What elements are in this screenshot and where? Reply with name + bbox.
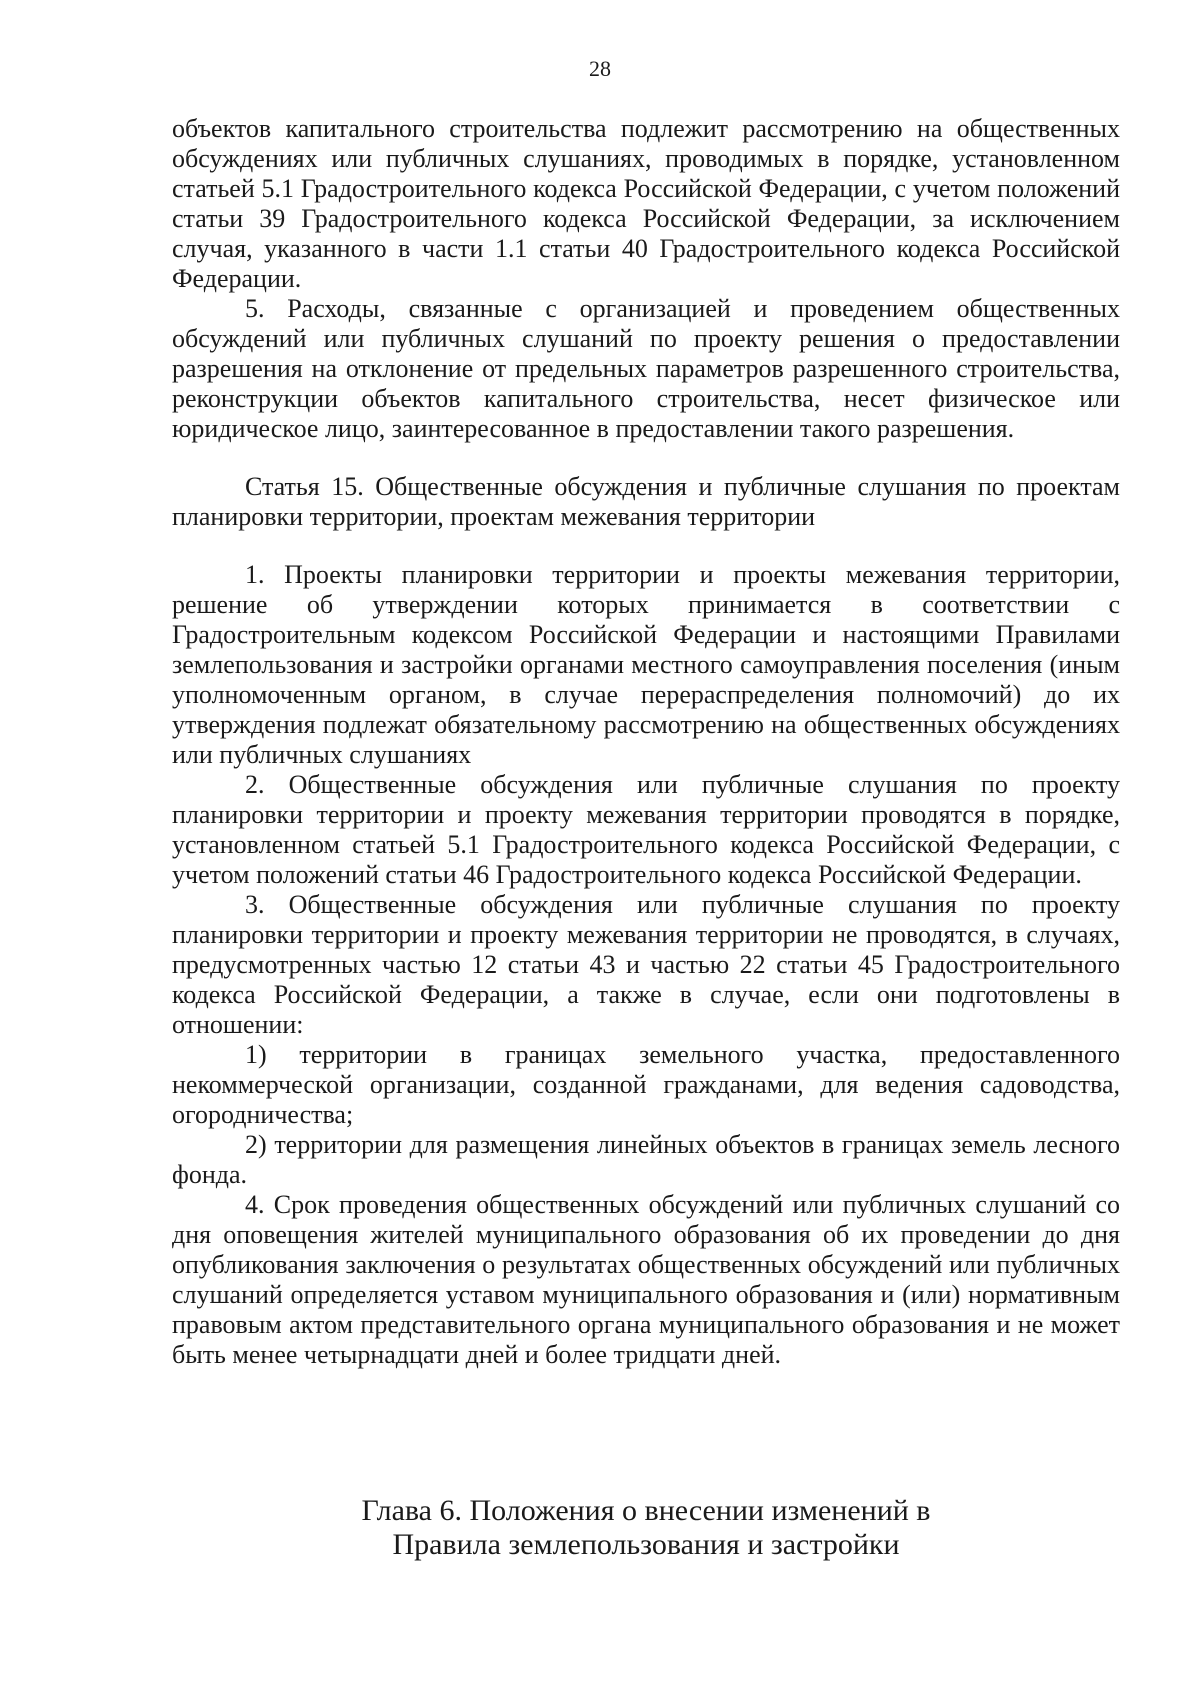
chapter-heading-line-2: Правила землепользования и застройки xyxy=(392,1528,900,1561)
page-number: 28 xyxy=(589,56,611,81)
article-item-3: 3. Общественные обсуждения или публичные слушания по проекту планировки территории и проекту межевания территории не проводятся, в случаях, предусмотренных частью 12 статьи 43 и частью 22 статьи 45 Градостроительного кодекса Российской Федерации, а также в случае, если они подготовлены в отношении: xyxy=(172,890,1120,1039)
article-subitem-1: 1) территории в границах земельного участка, предоставленного некоммерческой организации, созданной гражданами, для ведения садоводства, огородничества; xyxy=(172,1040,1120,1129)
document-body xyxy=(172,114,1120,1370)
article-item-4: 4. Срок проведения общественных обсуждений или публичных слушаний со дня оповещения жителей муниципального образования об их проведении до дня опубликования заключения о результатах общественных обсуждений или публичных слушаний определяется уставом муниципального образования и (или) нормативным правовым актом представительного органа муниципального образования и не может быть менее четырнадцати дней и более тридцати дней. xyxy=(172,1190,1120,1369)
paragraph-continued: объектов капитального строительства подлежит рассмотрению на общественных обсуждениях или публичных слушаниях, проводимых в порядке, установленном статьей 5.1 Градостроительного кодекса Российской Федерации, с учетом положений статьи 39 Градостроительного кодекса Российской Федерации, за исключением случая, указанного в части 1.1 статьи 40 Градостроительного кодекса Российской Федерации. xyxy=(172,114,1120,293)
article-item-2: 2. Общественные обсуждения или публичные слушания по проекту планировки территории и проекту межевания территории проводятся в порядке, установленном статьей 5.1 Градостроительного кодекса Российской Федерации, с учетом положений статьи 46 Градостроительного кодекса Российской Федерации. xyxy=(172,770,1120,889)
spacer xyxy=(172,532,1120,560)
article-subitem-2: 2) территории для размещения линейных объектов в границах земель лесного фонда. xyxy=(172,1130,1120,1189)
spacer xyxy=(172,444,1120,472)
chapter-heading xyxy=(172,1494,1120,1562)
chapter-heading-line-1: Глава 6. Положения о внесении изменений в xyxy=(361,1494,931,1527)
article-heading: Статья 15. Общественные обсуждения и публичные слушания по проектам планировки территории, проектам межевания территории xyxy=(172,472,1120,531)
article-item-1: 1. Проекты планировки территории и проекты межевания территории, решение об утверждении которых принимается в соответствии с Градостроительным кодексом Российской Федерации и настоящими Правилами землепользования и застройки органами местного самоуправления поселения (иным уполномоченным органом, в случае перераспределения полномочий) до их утверждения подлежат обязательному рассмотрению на общественных обсуждениях или публичных слушаниях xyxy=(172,560,1120,769)
paragraph-item-5: 5. Расходы, связанные с организацией и проведением общественных обсуждений или публичных слушаний по проекту решения о предоставлении разрешения на отклонение от предельных параметров разрешенного строительства, реконструкции объектов капитального строительства, несет физическое или юридическое лицо, заинтересованное в предоставлении такого разрешения. xyxy=(172,294,1120,443)
